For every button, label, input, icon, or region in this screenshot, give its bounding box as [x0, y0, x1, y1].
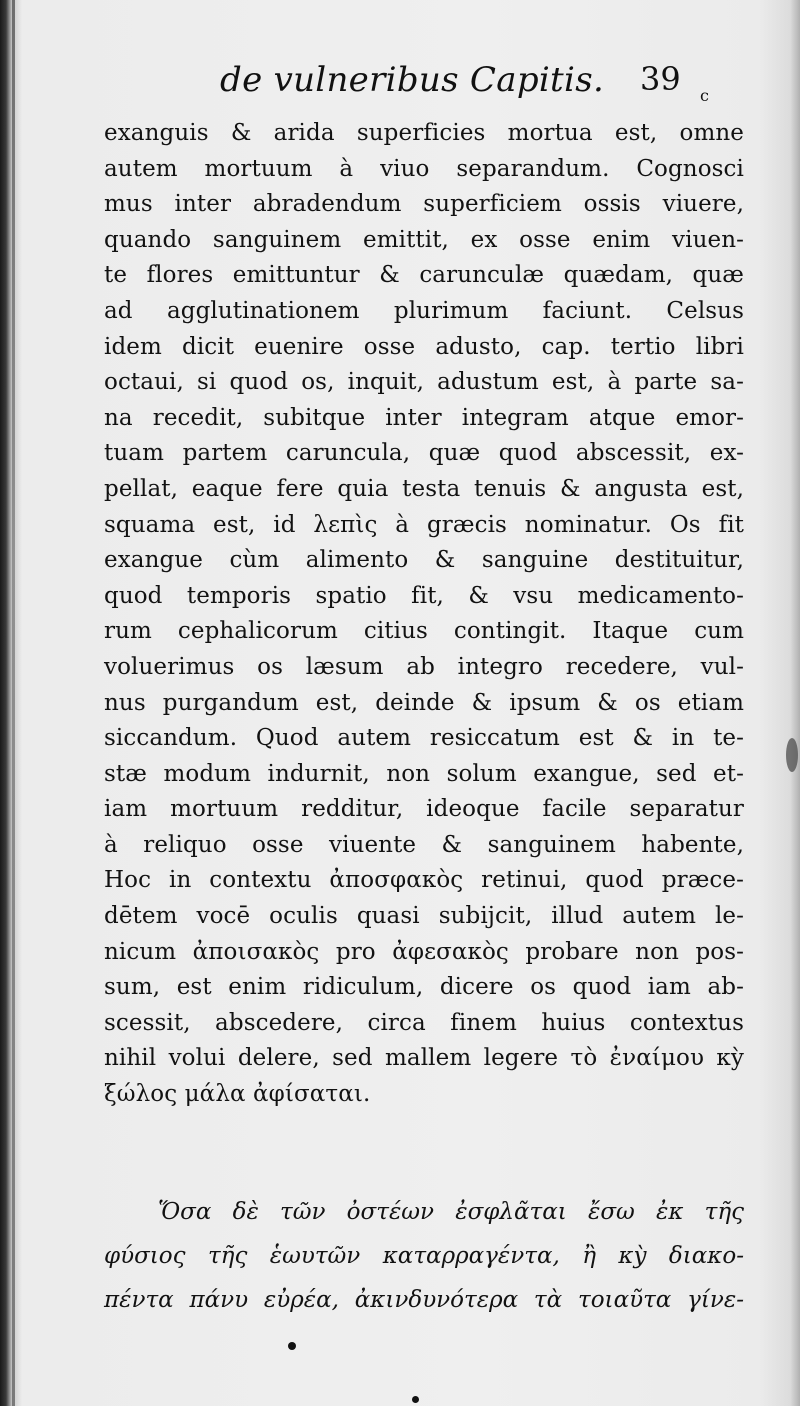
ink-blot-mark	[786, 738, 798, 772]
text-line: nihil volui delere, sed mallem legere τὸ ἐναίμου κỳ	[104, 1045, 744, 1072]
signature-mark: c	[700, 86, 709, 105]
text-line: stæ modum indurnit, non solum exangue, sed et-	[104, 760, 744, 787]
text-line: autem mortuum à viuo separandum. Cognosci	[104, 155, 744, 182]
text-line: te flores emittuntur & carunculæ quædam, quæ	[104, 262, 744, 289]
text-line: idem dicit euenire osse adusto, cap. tertio libri	[104, 333, 744, 360]
text-line: nicum ἀποισακὸς pro ἀφεσακὸς probare non pos-	[104, 938, 744, 965]
ink-dot	[288, 1342, 296, 1350]
ink-dot	[412, 1396, 419, 1403]
running-title: de vulneribus Capitis.	[220, 60, 605, 100]
greek-quotation	[104, 1190, 744, 1322]
greek-line: φύσιος τῆς ἑωυτῶν καταρραγέντα, ἢ κỳ διακο-	[104, 1243, 744, 1269]
text-line: à reliquo osse viuente & sanguinem habente,	[104, 831, 744, 858]
text-line: nus purgandum est, deinde & ipsum & os etiam	[104, 689, 744, 716]
page-number: 39	[640, 60, 681, 98]
text-line: na recedit, subitque inter integram atque emor-	[104, 404, 744, 431]
text-line: iam mortuum redditur, ideoque facile separatur	[104, 796, 744, 823]
running-head	[220, 60, 760, 110]
right-page-shadow	[790, 0, 800, 1406]
greek-line: πέντα πάνυ εὐρέα, ἀκινδυνότερα τὰ τοιαῦτα γίνε-	[104, 1287, 744, 1313]
text-line: rum cephalicorum citius contingit. Itaque cum	[104, 618, 744, 645]
text-line: Hoc in contextu ἀποσφακὸς retinui, quod præce-	[104, 867, 744, 894]
text-line: ad agglutinationem plurimum faciunt. Celsus	[104, 297, 744, 324]
text-line: tuam partem caruncula, quæ quod abscessit, ex-	[104, 440, 744, 467]
text-line: octaui, si quod os, inquit, adustum est, à parte sa-	[104, 369, 744, 396]
text-line: ξώλος μάλα ἀφίσαται.	[104, 1081, 371, 1108]
text-line: mus inter abradendum superficiem ossis viuere,	[104, 191, 744, 218]
text-line: squama est, id λεπὶς à græcis nominatur. Os fit	[104, 511, 744, 538]
text-line: quando sanguinem emittit, ex osse enim viuen-	[104, 226, 744, 253]
greek-line: Ὅσα δὲ τῶν ὀστέων ἐσφλᾶται ἔσω ἐκ τῆς	[158, 1199, 744, 1225]
text-line: siccandum. Quod autem resiccatum est & in te-	[104, 725, 744, 752]
text-line: scessit, abscedere, circa finem huius contextus	[104, 1009, 744, 1036]
text-line: exanguis & arida superficies mortua est, omne	[104, 120, 744, 146]
text-line: exangue cùm alimento & sanguine destituitur,	[104, 547, 744, 574]
latin-commentary	[104, 116, 744, 1113]
text-line: sum, est enim ridiculum, dicere os quod iam ab-	[104, 974, 744, 1001]
text-line: dētem vocē oculis quasi subijcit, illud autem le-	[104, 903, 744, 930]
text-line: pellat, eaque fere quia testa tenuis & angusta est,	[104, 475, 744, 502]
text-line: voluerimus os læsum ab integro recedere, vul-	[104, 653, 744, 680]
left-page-edge	[12, 0, 15, 1406]
text-line: quod temporis spatio fit, & vsu medicamento-	[104, 582, 744, 609]
